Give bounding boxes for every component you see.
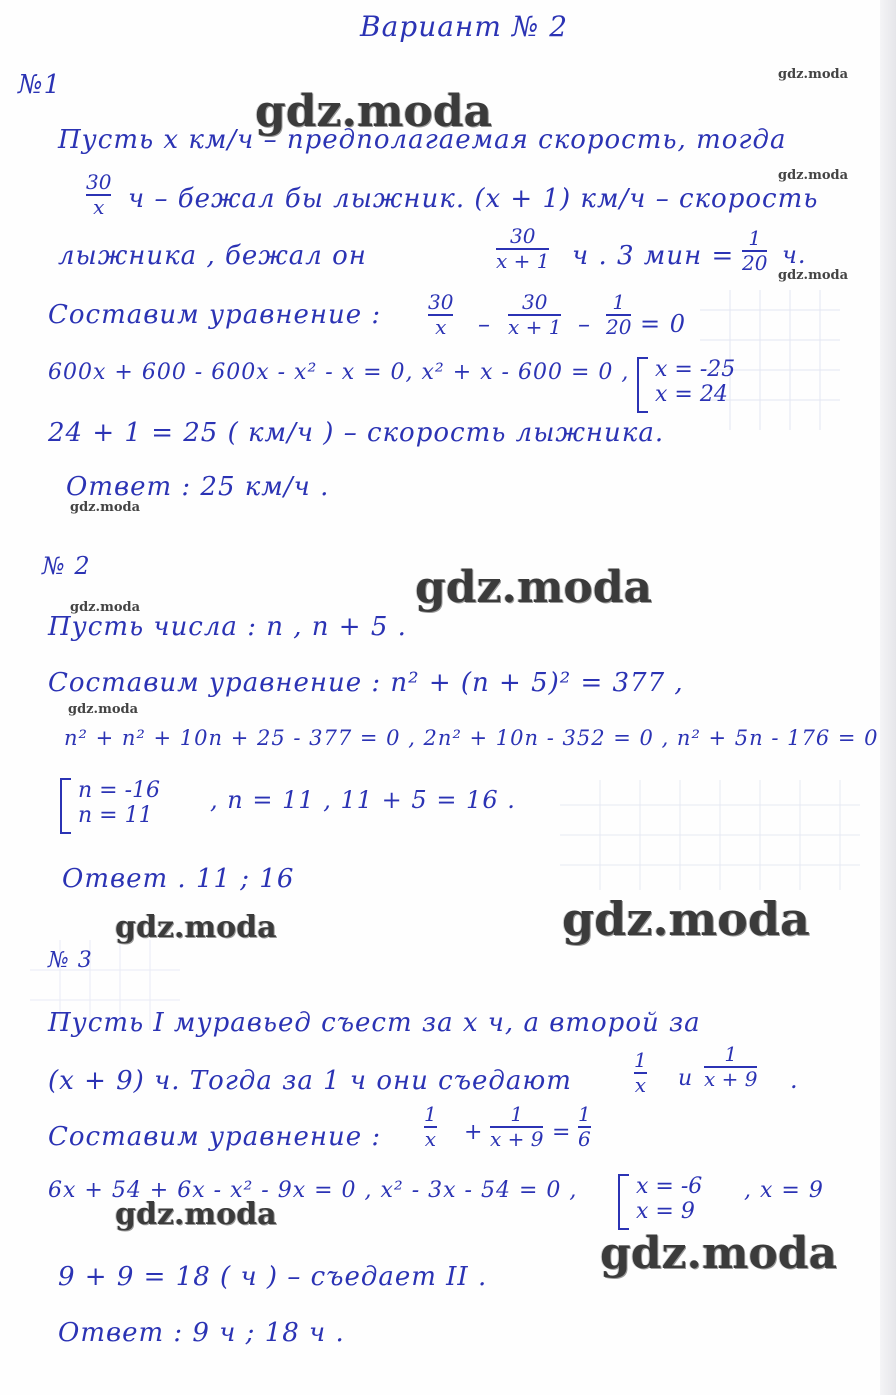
watermark-small: gdz.moda [68,702,139,717]
problem3-line2: (x + 9) ч. Тогда за 1 ч они съедают [48,1066,572,1096]
denominator: x + 1 [508,315,562,339]
problem1-line5: 600x + 600 - 600x - x² - x = 0, x² + x - 600 = 0 , [48,360,630,385]
problem3-system [618,1174,718,1226]
denominator: 6 [578,1127,591,1151]
numerator: 1 [634,1048,647,1072]
numerator: 1 [748,226,762,250]
problem1-line3-c: ч. [782,241,807,269]
numerator: 1 [612,290,626,314]
numerator: 30 [86,170,112,194]
page-title: Вариант № 2 [360,10,569,43]
watermark-medium: gdz.moda [115,910,277,945]
problem3-line1: Пусть I муравьед съест за x ч, а второй за [48,1008,701,1038]
numerator: 30 [522,290,548,314]
problem3-line2-end: . [790,1066,799,1094]
problem3-line3: Составим уравнение : [48,1122,382,1152]
problem2-system [60,778,180,830]
numerator: 30 [428,290,454,314]
problem1-eq-minus2: – [578,310,591,338]
system-row: n = 11 [78,803,153,829]
denominator: 20 [742,251,768,275]
problem3-eq-fraction1 [424,1104,437,1150]
problem3-line5: 9 + 9 = 18 ( ч ) – съедает II . [58,1262,488,1292]
denominator: x [634,1073,646,1097]
problem1-answer: Ответ : 25 км/ч . [66,472,330,502]
system-row: n = -16 [78,778,161,803]
watermark-large: gdz.moda [600,1228,838,1279]
problem1-number: №1 [18,70,62,100]
watermark-large: gdz.moda [415,562,653,613]
watermark-small: gdz.moda [70,500,141,515]
watermark-small: gdz.moda [778,168,849,183]
page-edge [880,0,896,1395]
watermark-medium: gdz.moda [115,1197,277,1232]
problem1-fraction-1-over-20 [742,228,767,274]
problem1-line2: ч – бежал бы лыжник. (x + 1) км/ч – скорость [128,184,819,214]
denominator: 20 [606,315,632,339]
problem1-line6: 24 + 1 = 25 ( км/ч ) – скорость лыжника. [48,418,665,448]
denominator: x + 9 [704,1067,758,1091]
system-row: x = -6 [636,1174,703,1199]
problem2-line3: n² + n² + 10n + 25 - 377 = 0 , 2n² + 10n - 352 = 0 , n² + 5n - 176 = 0 [64,726,879,750]
problem1-system [637,357,747,409]
system-row: x = 24 [655,382,728,408]
problem3-number: № 3 [48,948,93,973]
problem2-line2: Составим уравнение : n² + (n + 5)² = 377 , [48,668,684,698]
system-row: x = -25 [655,357,736,382]
problem3-fraction-1-over-x [634,1050,647,1096]
system-row: x = 9 [636,1199,695,1225]
problem1-eq-fraction3 [606,292,631,338]
problem2-number: № 2 [42,552,91,580]
problem1-eq-fraction1 [428,292,453,338]
numerator: 1 [578,1102,591,1126]
problem2-line4: , n = 11 , 11 + 5 = 16 . [210,786,516,814]
denominator: x [93,195,105,219]
problem3-fraction-1-over-x-plus-9 [704,1044,757,1090]
problem2-answer: Ответ . 11 ; 16 [62,864,295,894]
watermark-large: gdz.moda [562,892,810,946]
problem3-line4: 6x + 54 + 6x - x² - 9x = 0 , x² - 3x - 54 = 0 , [48,1178,578,1203]
watermark-small: gdz.moda [778,268,849,283]
problem3-line2-and: и [678,1066,694,1091]
numerator: 30 [510,224,536,248]
problem3-eq-equals: = [552,1120,572,1145]
denominator: x [435,315,447,339]
denominator: x + 9 [490,1127,544,1151]
watermark-large: gdz.moda [255,86,493,137]
watermark-small: gdz.moda [778,67,849,82]
problem1-line3: лыжника , бежал он [58,241,367,271]
problem1-eq-minus: – [478,310,491,338]
numerator: 1 [510,1102,524,1126]
problem2-line1: Пусть числа : n , n + 5 . [48,612,407,642]
problem1-fraction-30-over-x [86,172,111,218]
denominator: x + 1 [496,249,550,273]
problem1-eq-fraction2 [508,292,561,338]
problem1-line4: Составим уравнение : [48,300,382,330]
problem3-eq-plus: + [464,1120,484,1145]
denominator: x [424,1127,436,1151]
problem1-eq-end: = 0 [640,310,687,338]
problem3-eq-fraction3 [578,1104,591,1150]
problem3-answer: Ответ : 9 ч ; 18 ч . [58,1318,345,1348]
numerator: 1 [424,1102,437,1126]
problem1-line1: Пусть x км/ч – предполагаемая скорость, тогда [58,125,787,155]
problem3-line4-end: , x = 9 [744,1178,824,1203]
problem1-line3-b: ч . 3 мин = [572,241,735,271]
problem3-eq-fraction2 [490,1104,543,1150]
watermark-small: gdz.moda [70,600,141,615]
problem1-fraction-30-over-x-plus-1 [496,226,549,272]
numerator: 1 [724,1042,738,1066]
faint-grid-fragment [560,780,860,890]
